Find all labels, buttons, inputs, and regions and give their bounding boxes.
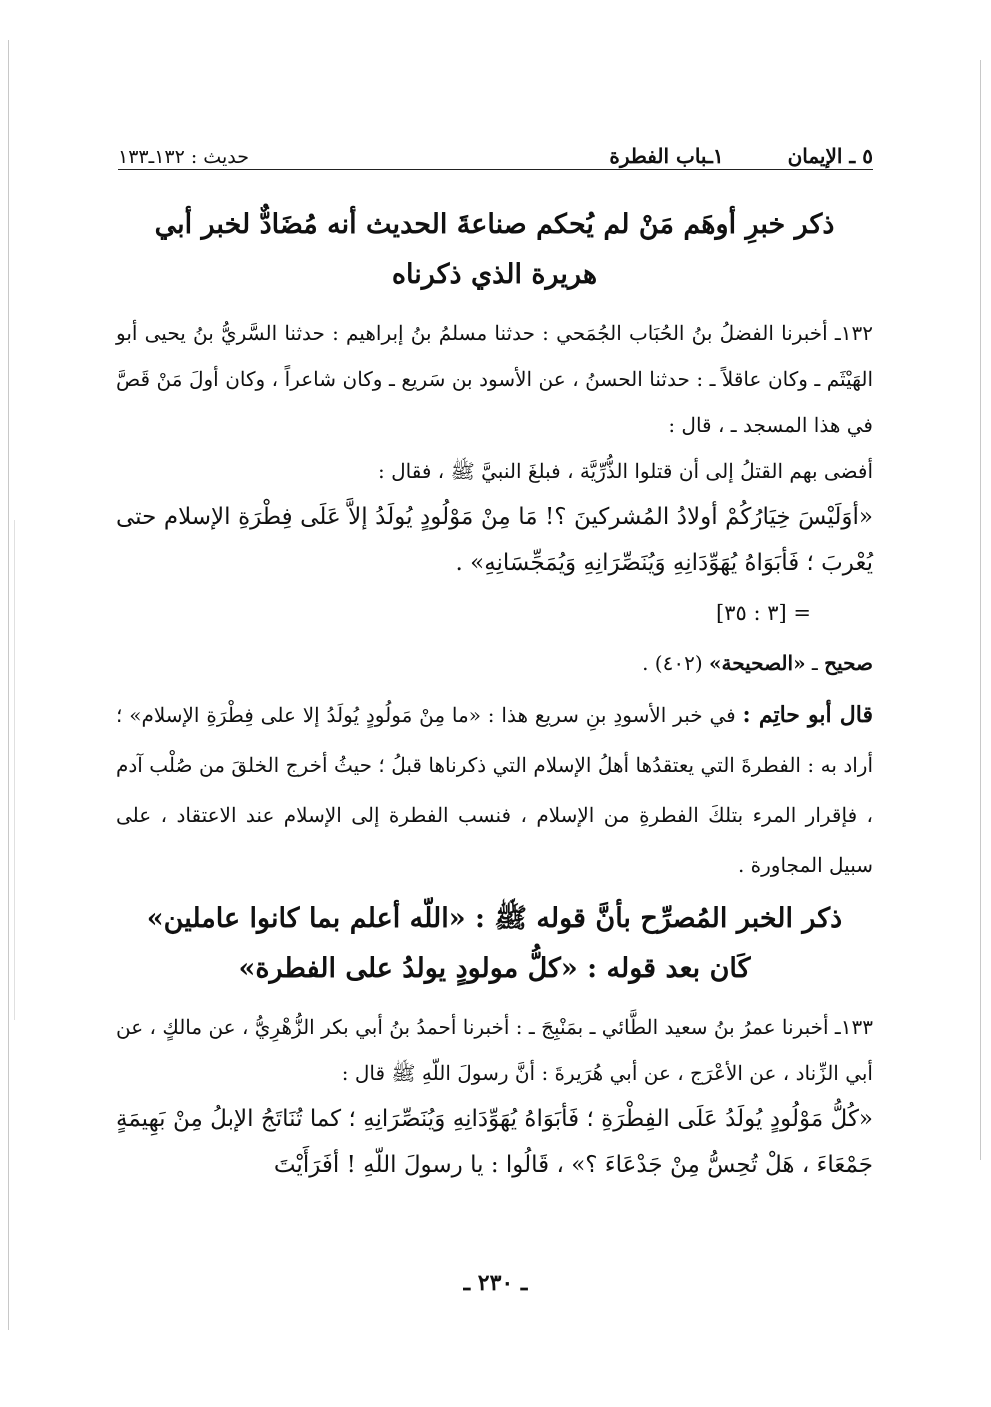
header-rule	[118, 169, 873, 170]
header-book-title: ٥ ـ الإيمان	[787, 144, 873, 168]
hadith-132-narration: أفضى بهم القتلُ إلى أن قتلوا الذُّرِّيَّة ، فبلغَ النبيَّ ﷺ ، فقال :	[378, 459, 873, 483]
grade-number: (٤٠٢) .	[642, 651, 703, 675]
hadith-132-quote: «أوَلَيْسَ خِيَارُكُمْ أولادُ المُشركينَ ؟! مَا مِنْ مَوْلُودٍ يُولَدُ إلاَّ عَلَى فِطْرَةِ الإسلام حتى يُعْربَ ؛ فَأبَوَاهُ يُهَوِّدَانِهِ وَيُنَصِّرَانِهِ وَيُمَجِّسَانِهِ» .	[116, 504, 873, 576]
scan-edge-left	[8, 40, 9, 1330]
scan-edge-left-inner	[14, 520, 15, 1020]
section-heading-1	[116, 200, 873, 300]
commentary-abu-hatim	[116, 690, 873, 890]
section-heading-1-line2: هريرة الذي ذكرناه	[391, 259, 598, 290]
section-heading-2-line1: ذكر الخبر المُصرِّح بأنَّ قوله ﷺ : «اللّه أعلم بما كانوا عاملين»	[146, 903, 843, 934]
header-hadith-range: حديث : ١٣٢ـ١٣٣	[118, 146, 249, 168]
section-heading-2	[116, 894, 873, 994]
commentary-speaker: قال أبو حاتِم :	[742, 702, 874, 728]
hadith-133-isnad: ١٣٣ـ أخبرنا عمرُ بنُ سعيد الطَّائي ـ بمَنْبِجَ ـ : أخبرنا أحمدُ بنُ أبي بكر الزُّهْرِيُّ ، عن مالكٍ ، عن أبي الزِّناد ، عن الأعْرَج ، عن أبي هُرَيرةَ : أنَّ رسولَ اللّهِ ﷺ قال :	[116, 1015, 873, 1085]
header-right-group	[609, 144, 873, 168]
grade-source: «الصحيحة»	[709, 651, 806, 675]
section-heading-1-line1: ذكر خبرِ أوهَم مَنْ لم يُحكم صناعةَ الحديث أنه مُضَادٌّ لخبر أبي	[154, 209, 835, 240]
running-header	[118, 128, 873, 168]
commentary-text: في خبر الأسودِ بنِ سريع هذا : «ما مِنْ مَولُودٍ يُولَدُ إلا على فِطْرَةِ الإسلام» ؛ أراد به : الفطرةَ التي يعتقدُها أهلُ الإسلام التي ذكرناها قبلُ ؛ حيثُ أخرج الخلقَ من صُلْب آدم ، فإقرار المرء بتلكَ الفطرةِ من الإسلام ، فنسب الفطرة إلى الإسلام عند الاعتقاد ، على سبيل المجاورة .	[116, 703, 873, 877]
scan-edge-right	[980, 60, 981, 1160]
section-heading-2-line2: كَان بعد قوله : «كلُّ مولودٍ يولدُ على الفطرة»	[238, 953, 751, 984]
hadith-132-reference: = [٣ : ٣٥]	[716, 601, 811, 625]
hadith-132-isnad: ١٣٢ـ أخبرنا الفضلُ بنُ الحُبَاب الجُمَحي : حدثنا مسلمُ بنُ إبراهيم : حدثنا السَّريُّ بنُ يحيى أبو الهَيْثَم ـ وكان عاقلاً ـ : حدثنا الحسنُ ، عن الأسود بن سَريع ـ وكان شاعراً ، وكان أولَ مَنْ قَصَّ في هذا المسجد ـ ، قال :	[116, 321, 873, 437]
header-chapter-title: ١ـباب الفطرة	[609, 144, 724, 168]
hadith-132-grade	[116, 640, 873, 686]
grade-separator: ـ	[805, 651, 818, 675]
page-number: ـ ٢٣٠ ـ	[463, 1270, 528, 1296]
grade-label: صحيح	[824, 651, 873, 675]
hadith-133-quote: «كُلُّ مَوْلُودٍ يُولَدُ عَلَى الفِطْرَةِ ؛ فَأبَوَاهُ يُهَوِّدَانِهِ وَيُنَصِّرَانِهِ ؛ كما تُنَاتَجُ الإبلُ مِنْ بَهِيمَةٍ جَمْعَاءَ ، هَلْ تُحِسُّ مِنْ جَدْعَاءَ ؟» ، قَالُوا : يا رسولَ اللّهِ ! أفَرَأَيْتَ	[116, 1106, 873, 1178]
page-content	[116, 196, 873, 1188]
